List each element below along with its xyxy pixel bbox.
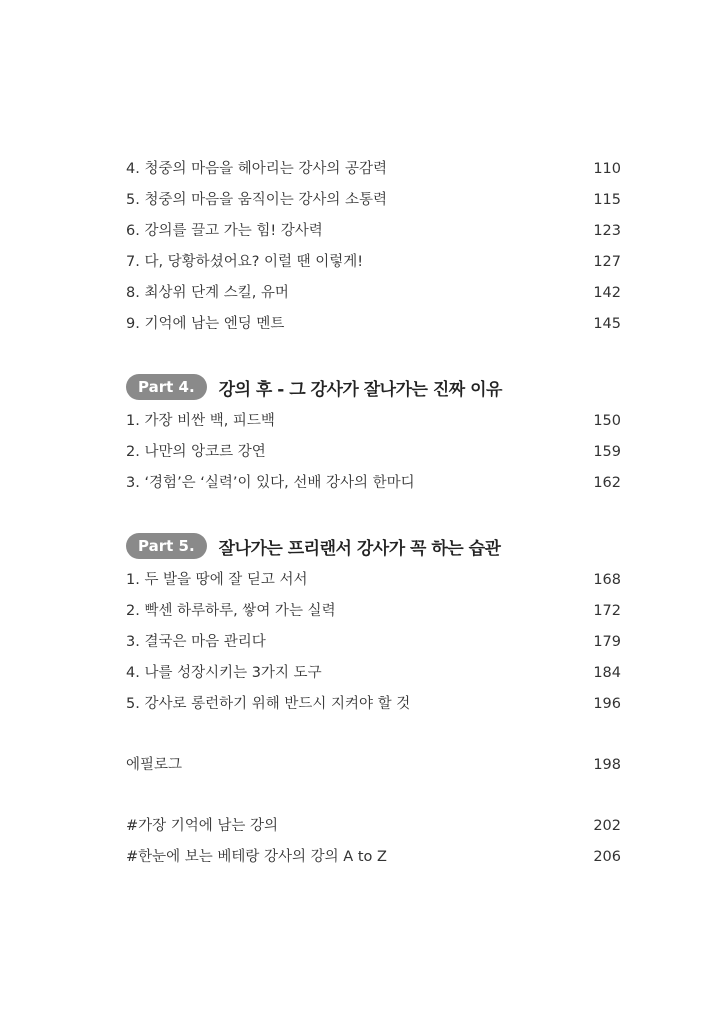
epilogue-title: 에필로그: [126, 757, 183, 773]
toc-entry-page: 196: [593, 696, 621, 712]
toc-entry-title: 1. 가장 비싼 백, 피드백: [126, 413, 275, 429]
toc-entry-title: 4. 청중의 마음을 헤아리는 강사의 공감력: [126, 161, 387, 177]
toc-entry-page: 162: [593, 475, 621, 491]
toc-entry-page: 184: [593, 665, 621, 681]
toc-entry-page: 127: [593, 254, 621, 270]
part5-header: [126, 531, 621, 561]
extras-list: [126, 811, 621, 873]
toc-entry-page: 168: [593, 572, 621, 588]
toc-entry-page: 145: [593, 316, 621, 332]
toc-entry: [126, 468, 621, 499]
toc-entry-title: 3. 결국은 마음 관리다: [126, 634, 266, 650]
toc-entry: [126, 247, 621, 278]
part4-section: [126, 372, 621, 499]
toc-entry-title: 9. 기억에 남는 엔딩 멘트: [126, 316, 285, 332]
toc-entry: [126, 842, 621, 873]
epilogue-entry: [126, 750, 621, 781]
toc-entry-title: 2. 빡센 하루하루, 쌓여 가는 실력: [126, 603, 336, 619]
part5-badge: Part 5.: [126, 533, 207, 559]
part3-continued-list: [126, 154, 621, 340]
toc-entry-page: 110: [593, 161, 621, 177]
toc-entry-title: 4. 나를 성장시키는 3가지 도구: [126, 665, 322, 681]
toc-entry: [126, 596, 621, 627]
toc-entry: [126, 627, 621, 658]
part4-badge: Part 4.: [126, 374, 207, 400]
toc-entry-page: 123: [593, 223, 621, 239]
toc-entry: [126, 309, 621, 340]
toc-entry-title: #가장 기억에 남는 강의: [126, 818, 279, 834]
toc-entry-page: 179: [593, 634, 621, 650]
epilogue-page: 198: [593, 757, 621, 773]
toc-entry-page: 142: [593, 285, 621, 301]
toc-entry: [126, 437, 621, 468]
table-of-contents: [126, 154, 621, 873]
toc-entry-title: 1. 두 발을 땅에 잘 딛고 서서: [126, 572, 308, 588]
toc-entry: [126, 154, 621, 185]
toc-entry-title: 3. ‘경험’은 ‘실력’이 있다, 선배 강사의 한마디: [126, 475, 415, 491]
toc-entry: [126, 278, 621, 309]
toc-entry: [126, 406, 621, 437]
toc-entry-title: 8. 최상위 단계 스킬, 유머: [126, 285, 289, 301]
toc-entry-title: 5. 강사로 롱런하기 위해 반드시 지켜야 할 것: [126, 696, 411, 712]
part4-title: 강의 후 - 그 강사가 잘나가는 진짜 이유: [218, 379, 502, 400]
toc-entry-page: 202: [593, 818, 621, 834]
toc-entry-page: 159: [593, 444, 621, 460]
toc-entry: [126, 689, 621, 720]
toc-entry: [126, 565, 621, 596]
toc-entry-title: 7. 다, 당황하셨어요? 이럴 땐 이렇게!: [126, 254, 364, 270]
toc-entry-title: 2. 나만의 앙코르 강연: [126, 444, 266, 460]
toc-entry-page: 150: [593, 413, 621, 429]
part4-header: [126, 372, 621, 402]
toc-entry: [126, 811, 621, 842]
toc-entry-title: 6. 강의를 끌고 가는 힘! 강사력: [126, 223, 323, 239]
part5-title: 잘나가는 프리랜서 강사가 꼭 하는 습관: [218, 538, 501, 559]
part5-section: [126, 531, 621, 720]
toc-entry-page: 172: [593, 603, 621, 619]
toc-entry: [126, 658, 621, 689]
toc-entry-page: 206: [593, 849, 621, 865]
toc-entry: [126, 185, 621, 216]
toc-entry-title: #한눈에 보는 베테랑 강사의 강의 A to Z: [126, 849, 387, 865]
toc-entry-page: 115: [593, 192, 621, 208]
toc-entry: [126, 216, 621, 247]
toc-entry-title: 5. 청중의 마음을 움직이는 강사의 소통력: [126, 192, 387, 208]
